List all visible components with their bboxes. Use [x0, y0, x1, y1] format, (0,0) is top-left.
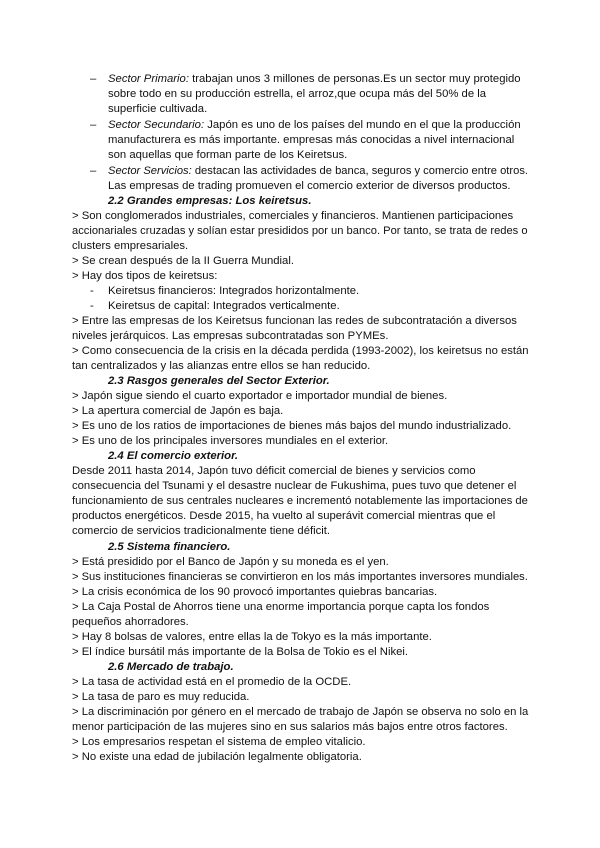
bullet-dash: –	[90, 165, 97, 177]
comercio-line: funcionamiento de sus centrales nucleares e incrementó notablemente las importaciones de	[72, 495, 528, 507]
financiero-item: > La Caja Postal de Ahorros tiene una enorme importancia porque capta los fondos	[72, 601, 490, 613]
trabajo-item: > Los empresarios respetan el sistema de empleo vitalicio.	[72, 736, 366, 748]
sector-secundario-line3: son aquellas que forman parte de los Keiretsus.	[108, 149, 348, 161]
comercio-line: comercio de servicios tradicionalmente tiene déficit.	[72, 525, 331, 537]
sector-primario-line1	[108, 72, 521, 87]
comercio-line: Desde 2011 hasta 2014, Japón tuvo déficit comercial de bienes y servicios como	[72, 465, 476, 477]
sector-text: trabajan unos 3 millones de personas.Es un sector muy protegido	[192, 73, 521, 85]
trabajo-item: > La tasa de actividad está en el promedio de la OCDE.	[72, 676, 352, 688]
trabajo-item: menor participación de las mujeres sino en sus salarios más bajos entre otros factores.	[72, 721, 508, 733]
bullet-dash: –	[90, 73, 97, 85]
trabajo-item: > No existe una edad de jubilación legalmente obligatoria.	[72, 751, 362, 763]
bullet-dash: -	[90, 285, 94, 297]
sector-servicios-line2: Las empresas de trading promueven el comercio exterior de diversos productos.	[108, 180, 511, 192]
section-number: 2.2	[108, 195, 124, 207]
sector-text: Japón es uno de los países del mundo en el que la producción	[207, 119, 521, 131]
section-title: Mercado de trabajo.	[126, 661, 234, 673]
exterior-item: > Es uno de los principales inversores mundiales en el exterior.	[72, 435, 389, 447]
section-title: Rasgos generales del Sector Exterior.	[126, 375, 330, 387]
keiretsus-p5-line1: > Como consecuencia de la crisis en la década perdida (1993-2002), los keiretsus no están	[72, 345, 529, 357]
keiretsus-p1-line2: accionariales cruzadas y solían estar presididos por un banco. Por tanto, se trata de redes o	[72, 225, 528, 237]
keiretsus-type-1: Keiretsus financieros: Integrados horizontalmente.	[108, 285, 360, 297]
sector-text: destacan las actividades de banca, seguros y comercio entre otros.	[194, 165, 529, 177]
section-heading-2-4	[108, 449, 238, 464]
sector-primario-line3: superficie cultivada.	[108, 103, 208, 115]
keiretsus-p1-line1: > Son conglomerados industriales, comerciales y financieros. Mantienen participaciones	[72, 210, 514, 222]
sector-primario-line2: sobre todo en su producción estrella, el arroz,que ocupa más del 50% de la	[108, 88, 487, 100]
section-number: 2.5	[108, 541, 124, 553]
financiero-item: > Sus instituciones financieras se convirtieron en los más importantes inversores mundiales.	[72, 571, 528, 583]
keiretsus-p2: > Se crean después de la II Guerra Mundial.	[72, 255, 294, 267]
keiretsus-p3: > Hay dos tipos de keiretsus:	[72, 270, 218, 282]
keiretsus-p4-line1: > Entre las empresas de los Keiretsus funcionan las redes de subcontratación a diversos	[72, 315, 517, 327]
financiero-item: > La crisis económica de los 90 provocó importantes quiebras bancarias.	[72, 586, 438, 598]
sector-secundario-line1	[108, 118, 521, 133]
comercio-line: consecuencia del Tsunami y el desastre nuclear de Fukushima, pues tuvo que detener el	[72, 480, 517, 492]
exterior-item: > Japón sigue siendo el cuarto exportador e importador mundial de bienes.	[72, 390, 448, 402]
section-heading-2-2	[108, 194, 311, 209]
financiero-item: > El índice bursátil más importante de la Bolsa de Tokio es el Nikei.	[72, 646, 409, 658]
section-title: Grandes empresas: Los keiretsus.	[126, 195, 312, 207]
financiero-item: > Hay 8 bolsas de valores, entre ellas la de Tokyo es la más importante.	[72, 631, 432, 643]
section-title: El comercio exterior.	[126, 450, 238, 462]
comercio-line: productos energéticos. Desde 2015, ha vuelto al superávit comercial mientras que el	[72, 510, 496, 522]
keiretsus-p4-line2: niveles jerárquicos. Las empresas subcontratadas son PYMEs.	[72, 330, 389, 342]
section-heading-2-3	[108, 374, 330, 389]
section-heading-2-5	[108, 540, 230, 555]
sector-label: Sector Servicios:	[108, 165, 192, 177]
financiero-item: > Está presidido por el Banco de Japón y su moneda es el yen.	[72, 556, 389, 568]
trabajo-item: > La discriminación por género en el mercado de trabajo de Japón se observa no solo en la	[72, 706, 529, 718]
financiero-item: pequeños ahorradores.	[72, 616, 189, 628]
section-number: 2.3	[108, 375, 124, 387]
section-title: Sistema financiero.	[126, 541, 231, 553]
sector-secundario-line2: manufacturera es más importante. empresas más conocidas a nivel internacional	[108, 134, 515, 146]
bullet-dash: -	[90, 300, 94, 312]
sector-label: Sector Primario:	[108, 73, 189, 85]
section-number: 2.6	[108, 661, 124, 673]
sector-servicios-line1	[108, 164, 528, 179]
keiretsus-p5-line2: tan centralizados y las alianzas entre ellos se han reducido.	[72, 360, 371, 372]
keiretsus-p1-line3: clusters empresariales.	[72, 240, 189, 252]
section-number: 2.4	[108, 450, 124, 462]
keiretsus-type-2: Keiretsus de capital: Integrados verticalmente.	[108, 300, 340, 312]
bullet-dash: –	[90, 119, 97, 131]
section-heading-2-6	[108, 660, 234, 675]
exterior-item: > La apertura comercial de Japón es baja.	[72, 405, 284, 417]
exterior-item: > Es uno de los ratios de importaciones de bienes más bajos del mundo industrializado.	[72, 420, 512, 432]
sector-label: Sector Secundario:	[108, 119, 205, 131]
trabajo-item: > La tasa de paro es muy reducida.	[72, 691, 250, 703]
